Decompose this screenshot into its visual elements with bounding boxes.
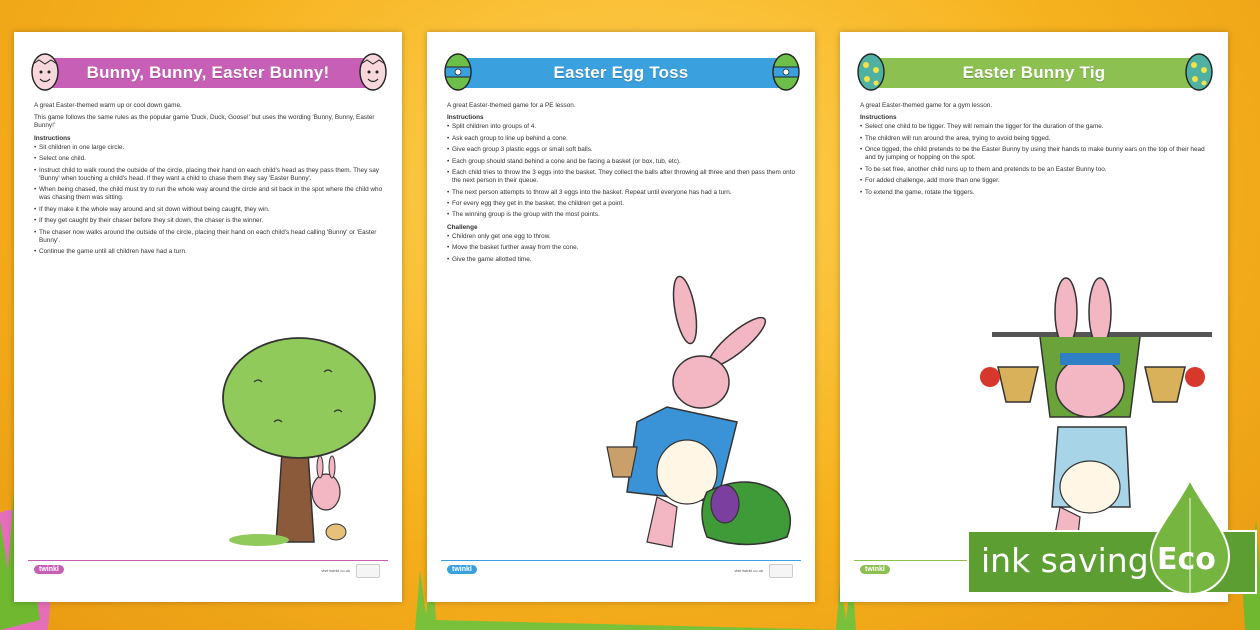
list-item: • The next person attempts to throw all 3 eggs into the basket. Repeat until everyone has had a turn.	[447, 189, 797, 197]
card-title: Easter Bunny Tig	[962, 63, 1106, 82]
list-item: • Give the game allotted time.	[447, 256, 797, 264]
section-heading: Instructions	[34, 134, 71, 142]
twinkl-logo: twinkl	[34, 565, 64, 574]
intro-text: A great Easter-themed game for a PE lesson.	[447, 102, 576, 109]
list-item: • If they get caught by their chaser before they sit down, the chaser is the winner.	[34, 217, 384, 225]
list-item: • For added challenge, add more than one tigger.	[860, 177, 1210, 185]
list-item: • The winning group is the group with the most points.	[447, 211, 797, 219]
twinkl-logo: twinkl	[860, 565, 890, 574]
tree-bunny-illustration	[214, 332, 384, 552]
instruction-list	[447, 123, 797, 219]
card-body	[447, 102, 797, 267]
list-item: • Ask each group to line up behind a cone.	[447, 135, 797, 143]
ink-saving-label: ink saving	[981, 541, 1149, 580]
list-item: • Move the basket further away from the cone.	[447, 244, 797, 252]
list-item: • Split children into groups of 4.	[447, 123, 797, 131]
card-footer	[28, 558, 388, 578]
list-item: • For every egg they get in the basket, the children get a point.	[447, 200, 797, 208]
list-item: • Continue the game until all children have had a turn.	[34, 248, 384, 256]
list-item: • Each group should stand behind a cone and be facing a basket (or box, tub, etc).	[447, 158, 797, 166]
list-item: • Once tigged, the child pretends to be the Easter Bunny by using their hands to make bunny ears on the top of their head and by jumping or hopping on the spot.	[860, 146, 1210, 162]
list-item: • Sit children in one large circle.	[34, 144, 384, 152]
instruction-list	[34, 144, 384, 257]
spotted-egg-icon	[1184, 50, 1214, 92]
card-body	[860, 102, 1210, 200]
footer-url: visit twinkl.co.uk	[734, 568, 763, 573]
leaf-drop-icon	[1147, 478, 1233, 598]
list-item: • To extend the game, rotate the tiggers.	[860, 189, 1210, 197]
intro-text: This game follows the same rules as the popular game 'Duck, Duck, Goose!' but uses the wording 'Bunny, Bunny, Easter Bunny!'	[34, 114, 375, 130]
list-item: • Each child tries to throw the 3 eggs into the basket. They collect the balls after throwing all three and then pass them onto the next person in their queue.	[447, 169, 797, 185]
section-heading: Instructions	[447, 114, 484, 122]
list-item: • Children only get one egg to throw.	[447, 233, 797, 241]
eco-label: Eco	[1157, 542, 1216, 577]
easter-egg-icon	[443, 50, 473, 92]
card-title: Easter Egg Toss	[553, 63, 689, 82]
list-item: • The children will run around the area, trying to avoid being tigged.	[860, 135, 1210, 143]
egg-face-icon	[30, 50, 60, 92]
intro-text: A great Easter-themed game for a gym lesson.	[860, 102, 993, 109]
ink-saving-eco-badge	[967, 530, 1257, 594]
card-title-banner	[862, 58, 1206, 88]
activity-card-egg-toss	[427, 32, 815, 602]
quality-badge-icon	[356, 564, 380, 578]
list-item: • To be set free, another child runs up to them and pretends to be an Easter Bunny too.	[860, 166, 1210, 174]
challenge-list	[447, 233, 797, 264]
card-title: Bunny, Bunny, Easter Bunny!	[86, 63, 330, 82]
section-heading: Challenge	[447, 223, 478, 231]
twinkl-logo: twinkl	[447, 565, 477, 574]
list-item: • Select one child.	[34, 155, 384, 163]
list-item: • Give each group 3 plastic eggs or small soft balls.	[447, 146, 797, 154]
activity-card-bunny-bunny	[14, 32, 402, 602]
list-item: • Instruct child to walk round the outside of the circle, placing their hand on each child's head as they pass them. They say 'Bunny' when touching a child's head. If they want a child to chase them they say 'Easter Bunny'.	[34, 167, 384, 183]
list-item: • Select one child to be tigger. They will remain the tigger for the duration of the game.	[860, 123, 1210, 131]
egg-face-icon	[358, 50, 388, 92]
spotted-egg-icon	[856, 50, 886, 92]
easter-egg-icon	[771, 50, 801, 92]
footer-url: visit twinkl.co.uk	[321, 568, 350, 573]
card-body	[34, 102, 384, 260]
bunny-basket-illustration	[597, 272, 807, 557]
quality-badge-icon	[769, 564, 793, 578]
list-item: • If they make it the whole way around and sit down without being caught, they win.	[34, 206, 384, 214]
section-heading: Instructions	[860, 114, 897, 122]
list-item: • When being chased, the child must try to run the whole way around the circle and sit back in the spot where the child who was chasing them was sitting.	[34, 186, 384, 202]
instruction-list	[860, 123, 1210, 196]
card-footer	[441, 558, 801, 578]
card-title-banner	[449, 58, 793, 88]
list-item: • The chaser now walks around the outside of the circle, placing their hand on each child's head calling 'Bunny' or 'Easter Bunny'.	[34, 229, 384, 245]
card-title-banner	[36, 58, 380, 88]
intro-text: A great Easter-themed warm up or cool down game.	[34, 102, 182, 109]
